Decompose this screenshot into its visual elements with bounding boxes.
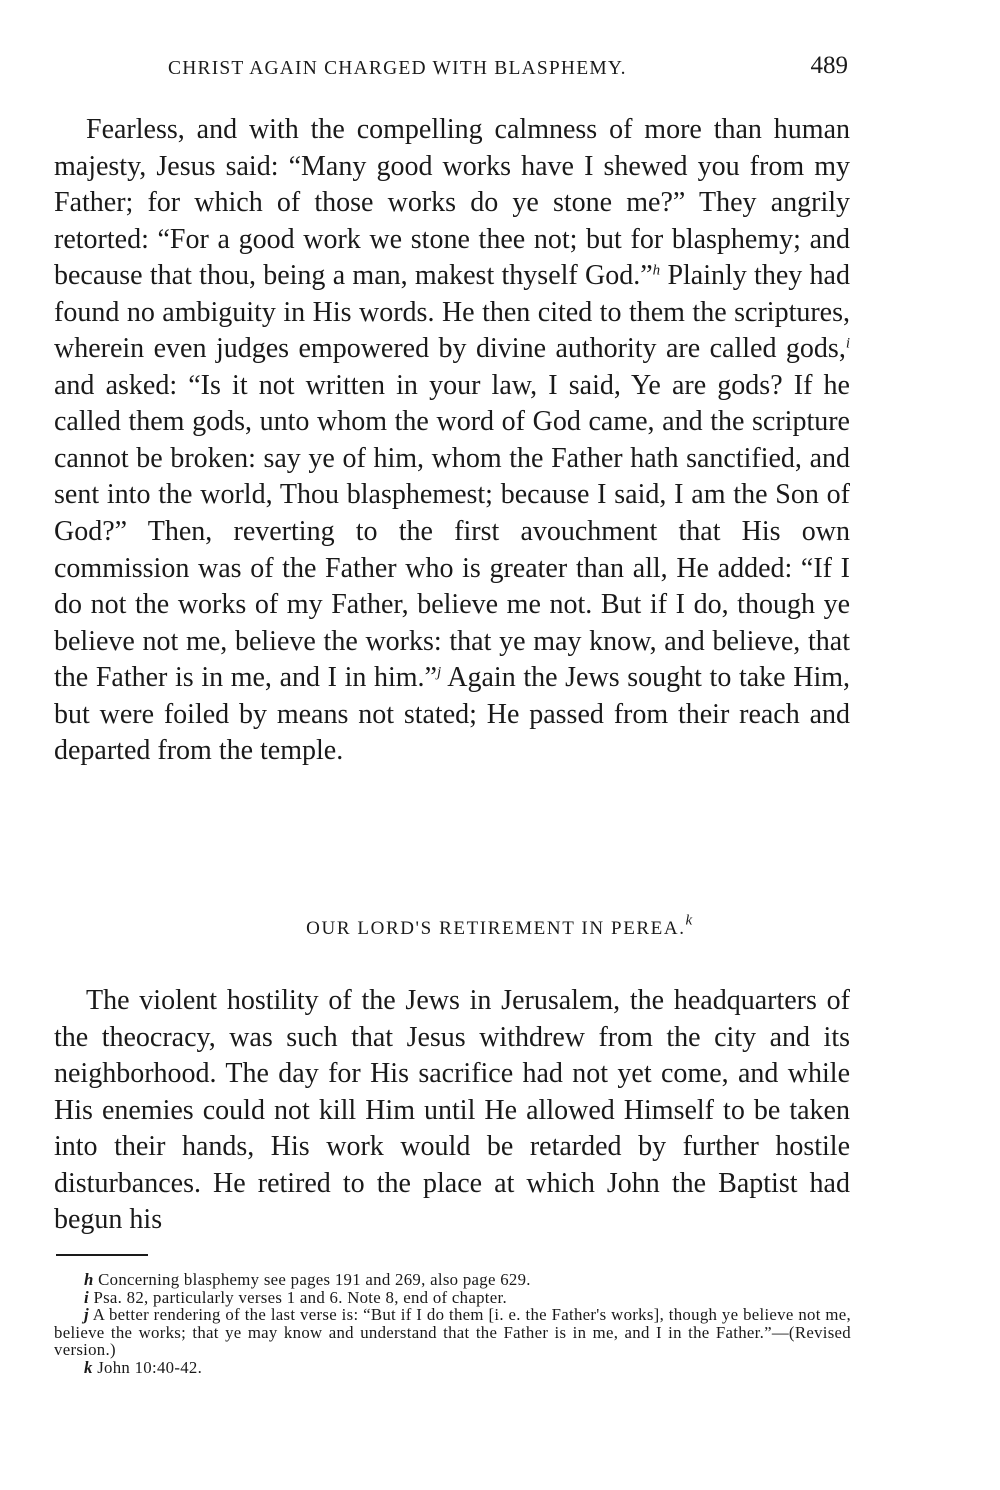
- footnote-mark: h: [84, 1270, 94, 1289]
- section-heading: [0, 912, 1000, 940]
- footnote-text: John 10:40-42.: [92, 1357, 203, 1377]
- footnote-ref-h[interactable]: h: [652, 262, 661, 279]
- paragraph-text: Again the Jews sought to take Him, but were foiled by means not stated; He passed from their reach and departed from the temple.: [54, 662, 851, 767]
- footnote-h: [54, 1271, 851, 1289]
- footnotes: [54, 1271, 851, 1376]
- paragraph-text: Fearless, and with the compelling calmness of more than human majesty, Jesus said: “Many good works have I shewed you from my Father; for which of those works do ye stone me?” They angrily retorted: “For a good work we stone thee not; but for blasphemy; and because that thou, being a man, makest thyself God.”: [54, 114, 850, 292]
- page-header: [168, 52, 852, 88]
- page-number: 489: [810, 52, 848, 79]
- footnote-ref-j[interactable]: j: [437, 664, 442, 681]
- footnote-text: A better rendering of the last verse is: “But if I do them [i. e. the Father's works], though ye believe not me, believe the works; that ye may know and understand that the Father is in me, and I in the Father.”—(Revised version.): [54, 1305, 851, 1359]
- paragraph-text: and asked: “Is it not written in your law, I said, Ye are gods? If he called them gods, unto whom the word of God came, and the scripture cannot be broken: say ye of him, whom the Father hath sanctified, and sent into the world, Thou blasphemest; because I said, I am the Son of God?” Then, reverting to the first avouchment that His own commission was of the Father who is greater than all, He added: “If I do not the works of my Father, believe me not. But if I do, though ye believe not me, believe the works: that ye may know, and believe, that the Father is in me, and I in him.”: [54, 369, 850, 694]
- footnote-text: Concerning blasphemy see pages 191 and 269, also page 629.: [93, 1270, 531, 1289]
- body-paragraph-2: The violent hostility of the Jews in Jerusalem, the headquarters of the theocracy, was such that Jesus withdrew from the city and its neighborhood. The day for His sacrifice had not yet come, and while His enemies could not kill Him until He allowed Himself to be taken into their hands, His work would be retarded by further hostile disturbances. He retired to the place at which John the Baptist had begun his: [54, 985, 850, 1236]
- running-title: CHRIST AGAIN CHARGED WITH BLASPHEMY.: [168, 58, 627, 79]
- footnote-text: Psa. 82, particularly verses 1 and 6. Note 8, end of chapter.: [88, 1287, 507, 1307]
- footnote-ref-k[interactable]: k: [685, 912, 694, 929]
- footnote-ref-i[interactable]: i: [845, 335, 850, 352]
- footnote-k: [54, 1359, 851, 1377]
- footnote-j: [54, 1306, 851, 1359]
- footnote-divider: [56, 1254, 148, 1256]
- footnote-mark: j: [84, 1305, 89, 1324]
- paragraph-text: Plainly they had found no ambiguity in His words. He then cited to them the scriptures, wherein even judges empowered by divine authority are called gods,: [54, 260, 850, 365]
- body-paragraph-1: [54, 112, 850, 770]
- footnote-mark: k: [84, 1357, 93, 1377]
- footnote-mark: i: [84, 1287, 89, 1307]
- footnote-i: [54, 1289, 851, 1307]
- section-heading-text: OUR LORD'S RETIREMENT IN PEREA.: [306, 918, 686, 939]
